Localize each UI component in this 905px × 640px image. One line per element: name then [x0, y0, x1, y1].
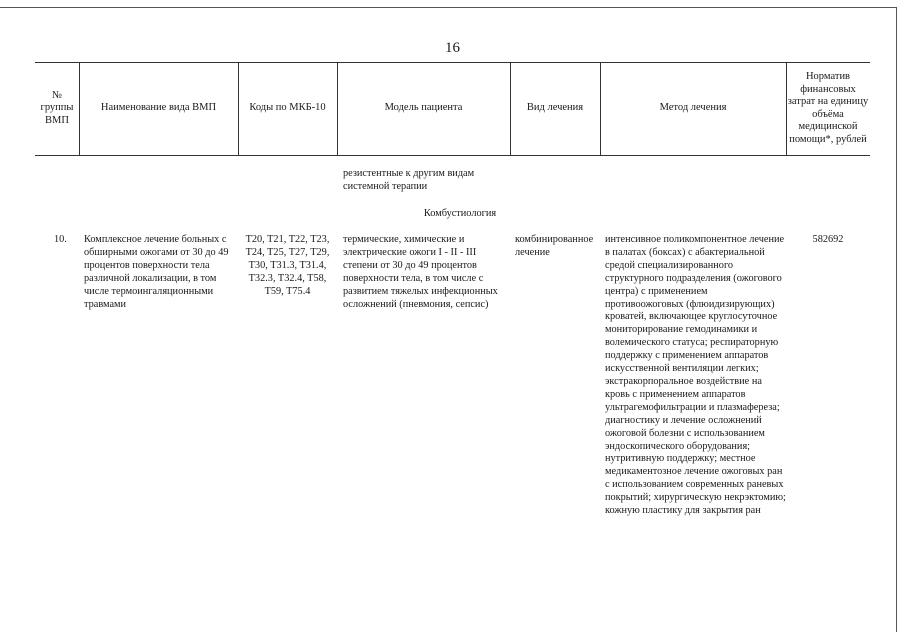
row-patient-model: термические, химические и электрические ожоги I - II - III степени от 30 до 49 процентов поверхности тела, в том числе с развитием тяжелых инфекционных осложнений (пневмония, сепсис)	[343, 234, 498, 310]
header-bottom-border	[35, 155, 870, 156]
scan-border-top	[0, 7, 897, 8]
page-number: 16	[445, 40, 460, 56]
header-treatment-method: Метод лечения	[659, 102, 727, 114]
row-group-number: 10.	[54, 234, 67, 245]
header-vmp-name: Наименование вида ВМП	[100, 102, 217, 114]
header-icd-codes: Коды по МКБ-10	[249, 102, 326, 114]
row-treatment-type: комбинированное лечение	[515, 234, 594, 258]
header-treatment-type: Вид лечения	[526, 102, 584, 114]
section-title: Комбустиология	[423, 208, 497, 219]
header-group-number: № группы ВМП	[40, 89, 74, 126]
row-cost: 582692	[812, 234, 844, 245]
row-vmp-name: Комплексное лечение больных с обширными ожогами от 30 до 49 процентов поверхности тела различной локализации, в том числе термоингаляционными травмами	[84, 234, 229, 310]
scan-border-right	[896, 7, 897, 632]
header-patient-model: Модель пациента	[384, 102, 463, 114]
header-cost-standard: Норматив финансовых затрат на единицу объёма медицинской помощи*, рублей	[787, 71, 869, 145]
continuation-text: резистентные к другим видам системной терапии	[343, 168, 475, 192]
row-treatment-method: интенсивное поликомпонентное лечение в палатах (боксах) с абактериальной средой специализированного структурного подразделения (ожогового центра) с применением противоожоговых (флюидизирующих) кроватей, включающее круглосуточное мониторирование гемодинамики и волемического статуса; респираторную поддержку с применением аппаратов искусственной вентиляции легких; экстракорпоральное воздействие на кровь с применением аппаратов ультрагемофильтрации и плазмафереза; диагностику и лечение осложнений ожоговой болезни с использованием эндоскопического оборудования; нутритивную поддержку; местное медикаментозное лечение ожоговых ран с использованием современных раневых покрытий; хирургическую некрэктомию; кожную пластику для закрытия ран	[605, 234, 786, 517]
row-icd-codes: T20, T21, T22, T23, T24, T25, T27, T29, T30, T31.3, T31.4, T32.3, T32.4, T58, T59, T75.4	[245, 234, 330, 297]
